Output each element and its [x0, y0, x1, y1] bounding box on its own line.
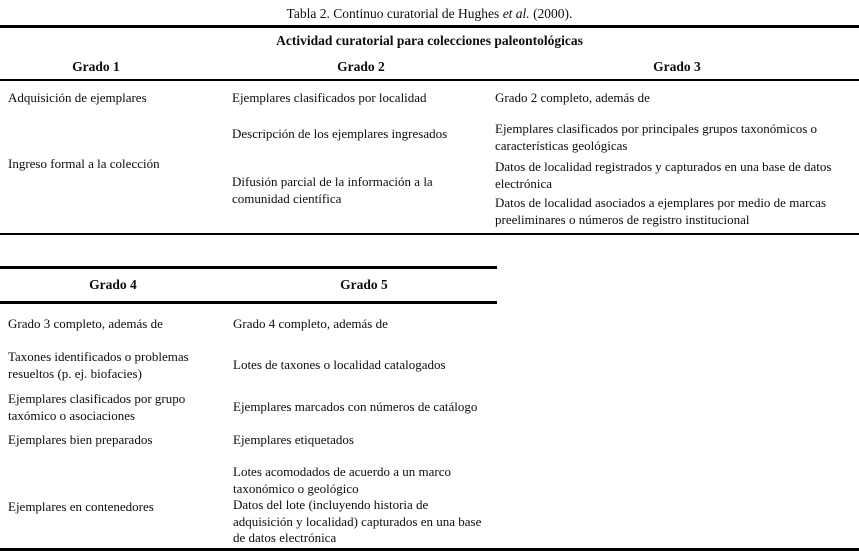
table2-grado4-cell: Ejemplares bien preparados — [8, 432, 153, 447]
table1-header-rule — [0, 79, 859, 81]
table-caption-prefix: Tabla 2. Continuo curatorial de Hughes — [286, 6, 503, 21]
table2-header-rule — [0, 301, 497, 304]
table2-grado5-cell: Ejemplares marcados con números de catálogo — [233, 399, 478, 414]
table1-grado2-cell: Descripción de los ejemplares ingresados — [232, 126, 448, 141]
table1-grado2-cell: Difusión parcial de la información a la comunidad científica — [232, 174, 433, 206]
table2-grado5-cell: Datos del lote (incluyendo historia de adquisición y localidad) capturados en una base de datos electrónica — [233, 497, 482, 545]
table1-grado1-cell: Ingreso formal a la colección — [8, 156, 160, 171]
table2-grado5-cell: Lotes de taxones o localidad catalogados — [233, 357, 446, 372]
table2-grado5-cell: Ejemplares etiquetados — [233, 432, 354, 447]
table2-grado4-cell: Ejemplares clasificados por grupo taxómico o asociaciones — [8, 391, 186, 423]
table2-grado5-cell: Lotes acomodados de acuerdo a un marco taxonómico o geológico — [233, 464, 452, 496]
table1-grado1-cell: Adquisición de ejemplares — [8, 90, 147, 105]
table1-header-grado1: Grado 1 — [72, 59, 120, 74]
page-bottom-rule — [0, 548, 859, 551]
table-caption — [0, 5, 859, 22]
table1-grado3-cell: Ejemplares clasificados por principales grupos taxonómicos o características geológicas — [495, 121, 818, 153]
table2-grado4-cell: Taxones identificados o problemas resueltos (p. ej. biofacies) — [8, 349, 189, 381]
table2-grado5-cell: Grado 4 completo, además de — [233, 316, 388, 331]
table1-grado3-cell: Datos de localidad registrados y capturados en una base de datos electrónica — [495, 159, 832, 191]
table1-grado2-cell: Ejemplares clasificados por localidad — [232, 90, 427, 105]
table2-header-grado5: Grado 5 — [340, 277, 388, 292]
table1-title: Actividad curatorial para colecciones paleontológicas — [276, 33, 583, 48]
table-caption-etal: et al. — [502, 6, 530, 21]
table1-grado3-cell: Datos de localidad asociados a ejemplares por medio de marcas preeliminares o números de registro institucional — [495, 195, 827, 227]
table2-grado4-cell: Ejemplares en contenedores — [8, 499, 154, 514]
table1-grado3-cell: Grado 2 completo, además de — [495, 90, 650, 105]
table-caption-suffix: (2000). — [529, 6, 573, 21]
table1-header-grado3: Grado 3 — [653, 59, 701, 74]
table1-top-rule — [0, 25, 859, 28]
table2-header-grado4: Grado 4 — [89, 277, 137, 292]
table2-top-rule — [0, 266, 497, 269]
table1-header-grado2: Grado 2 — [337, 59, 385, 74]
table2-grado4-cell: Grado 3 completo, además de — [8, 316, 163, 331]
table1-bottom-rule — [0, 233, 859, 235]
